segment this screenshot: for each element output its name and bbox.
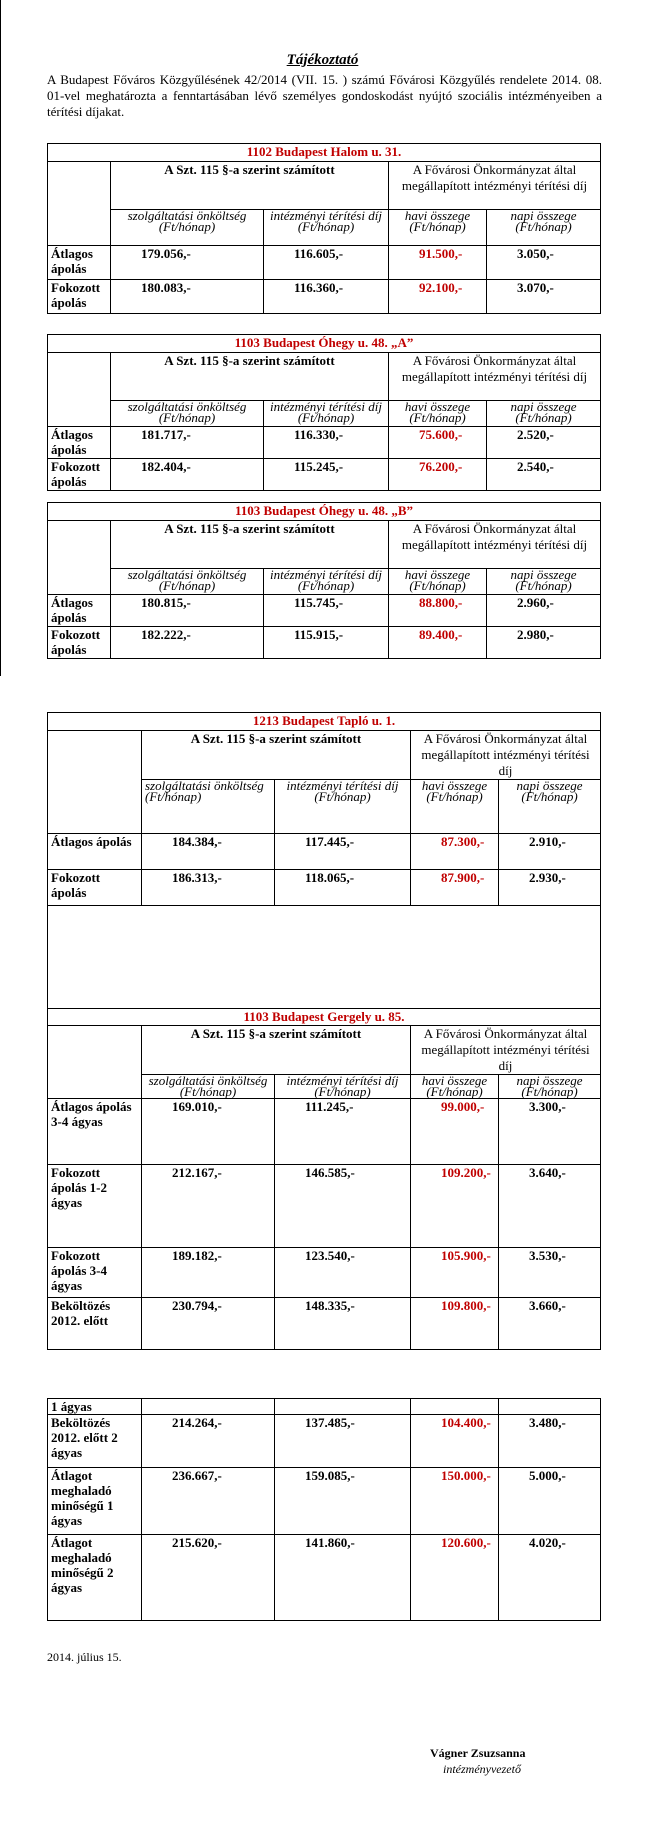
daily-value: 4.020,- <box>499 1535 601 1621</box>
daily-value: 3.050,- <box>487 246 601 280</box>
monthly-value: 150.000,- <box>411 1468 499 1535</box>
fee-value: 116.360,- <box>264 280 389 314</box>
col-monthly-header: havi összege (Ft/hónap) <box>389 210 487 246</box>
daily-value: 3.660,- <box>499 1298 601 1350</box>
col-monthly-header: havi összege (Ft/hónap) <box>411 1075 499 1099</box>
fixed-header: A Fővárosi Önkormányzat által megállapított intézményi térítési díj <box>389 353 601 401</box>
monthly-value: 99.000,- <box>411 1099 499 1165</box>
fee-value: 137.485,- <box>275 1415 411 1468</box>
daily-value: 3.300,- <box>499 1099 601 1165</box>
fee-value: 115.915,- <box>264 627 389 659</box>
fee-value: 117.445,- <box>275 834 411 870</box>
cost-value: 179.056,- <box>111 246 264 280</box>
cost-value: 215.620,- <box>142 1535 275 1621</box>
monthly-value: 92.100,- <box>389 280 487 314</box>
fixed-header: A Fővárosi Önkormányzat által megállapított intézményi térítési díj <box>411 1026 601 1075</box>
table-row <box>48 834 601 870</box>
col-monthly-header: havi összege (Ft/hónap) <box>411 780 499 834</box>
daily-value: 3.070,- <box>487 280 601 314</box>
row-label: Átlagot meghaladó minőségű 1 ágyas <box>48 1468 142 1535</box>
fee-value: 116.605,- <box>264 246 389 280</box>
col-daily-header: napi összege (Ft/hónap) <box>499 1075 601 1099</box>
fee-table-ohegy-a <box>47 334 601 491</box>
fee-value: 116.330,- <box>264 427 389 459</box>
daily-value: 2.980,- <box>487 627 601 659</box>
table-row <box>48 427 601 459</box>
fee-table-halom <box>47 143 601 314</box>
col-fee-header: intézményi térítési díj (Ft/hónap) <box>264 210 389 246</box>
daily-value: 2.520,- <box>487 427 601 459</box>
cost-value: 236.667,- <box>142 1468 275 1535</box>
fee-value: 123.540,- <box>275 1248 411 1298</box>
monthly-value: 109.200,- <box>411 1165 499 1248</box>
cost-value: 182.404,- <box>111 459 264 491</box>
institution-name: 1103 Budapest Gergely u. 85. <box>48 1009 601 1026</box>
col-cost-header: szolgáltatási önköltség (Ft/hónap) <box>142 1075 275 1099</box>
row-label: Fokozott ápolás <box>48 870 142 906</box>
row-label: Beköltözés 2012. előtt <box>48 1298 142 1350</box>
row-label: 1 ágyas <box>48 1399 142 1415</box>
daily-value: 2.930,- <box>499 870 601 906</box>
row-label: Fokozott ápolás 3-4 ágyas <box>48 1248 142 1298</box>
col-monthly-header: havi összege (Ft/hónap) <box>389 569 487 595</box>
monthly-value: 109.800,- <box>411 1298 499 1350</box>
calc-header: A Szt. 115 §-a szerint számított <box>142 1026 411 1075</box>
intro-paragraph: A Budapest Főváros Közgyűlésének 42/2014 (VII. 15. ) számú Fővárosi Közgyűlés rendelete 2014. 08. 01-vel meghatározta a fenntartásában lévő személyes gondoskodást nyújtó szociális intézményeiben a térítési díjakat. <box>47 72 602 119</box>
fixed-header: A Fővárosi Önkormányzat által megállapított intézményi térítési díj <box>389 162 601 210</box>
monthly-value: 105.900,- <box>411 1248 499 1298</box>
document-title: Tájékoztató <box>286 52 359 68</box>
daily-value: 3.640,- <box>499 1165 601 1248</box>
monthly-value: 104.400,- <box>411 1415 499 1468</box>
monthly-value: 87.300,- <box>411 834 499 870</box>
institution-name: 1213 Budapest Tapló u. 1. <box>48 713 601 731</box>
col-monthly-header: havi összege (Ft/hónap) <box>389 401 487 427</box>
row-label: Átlagos ápolás <box>48 834 142 870</box>
calc-header: A Szt. 115 §-a szerint számított <box>111 162 389 210</box>
row-label: Átlagos ápolás <box>48 595 111 627</box>
col-fee-header: intézményi térítési díj (Ft/hónap) <box>275 780 411 834</box>
fee-value: 118.065,- <box>275 870 411 906</box>
table-row <box>48 280 601 314</box>
institution-name: 1103 Budapest Óhegy u. 48. „B” <box>48 503 601 521</box>
cost-value: 214.264,- <box>142 1415 275 1468</box>
row-label: Fokozott ápolás 1-2 ágyas <box>48 1165 142 1248</box>
table-row <box>48 1248 601 1298</box>
monthly-value: 87.900,- <box>411 870 499 906</box>
institution-name: 1102 Budapest Halom u. 31. <box>48 144 601 162</box>
table-row <box>48 595 601 627</box>
daily-value: 2.910,- <box>499 834 601 870</box>
col-cost-header: szolgáltatási önköltség (Ft/hónap) <box>111 210 264 246</box>
table-row <box>48 870 601 906</box>
blank-spacer <box>48 906 601 1009</box>
fixed-header: A Fővárosi Önkormányzat által megállapított intézményi térítési díj <box>411 731 601 780</box>
cost-value: 180.815,- <box>111 595 264 627</box>
table-row <box>48 459 601 491</box>
row-label: Átlagot meghaladó minőségű 2 ágyas <box>48 1535 142 1621</box>
fee-table-ohegy-b <box>47 502 601 659</box>
col-cost-header: szolgáltatási önköltség (Ft/hónap) <box>111 569 264 595</box>
daily-value: 3.480,- <box>499 1415 601 1468</box>
col-daily-header: napi összege (Ft/hónap) <box>487 569 601 595</box>
col-cost-header: szolgáltatási önköltség (Ft/hónap) <box>142 780 275 834</box>
cost-value: 189.182,- <box>142 1248 275 1298</box>
monthly-value: 75.600,- <box>389 427 487 459</box>
calc-header: A Szt. 115 §-a szerint számított <box>142 731 411 780</box>
calc-header: A Szt. 115 §-a szerint számított <box>111 521 389 569</box>
col-daily-header: napi összege (Ft/hónap) <box>499 780 601 834</box>
cost-value: 181.717,- <box>111 427 264 459</box>
calc-header: A Szt. 115 §-a szerint számított <box>111 353 389 401</box>
row-label: Fokozott ápolás <box>48 459 111 491</box>
fee-value: 141.860,- <box>275 1535 411 1621</box>
table-row <box>48 1298 601 1350</box>
daily-value: 3.530,- <box>499 1248 601 1298</box>
cost-value: 184.384,- <box>142 834 275 870</box>
row-label: Átlagos ápolás <box>48 246 111 280</box>
row-label: Fokozott ápolás <box>48 280 111 314</box>
fee-table-continuation <box>47 1398 601 1621</box>
fee-value: 148.335,- <box>275 1298 411 1350</box>
cost-value: 212.167,- <box>142 1165 275 1248</box>
page-left-border <box>0 0 1 676</box>
col-cost-header: szolgáltatási önköltség (Ft/hónap) <box>111 401 264 427</box>
table-row <box>48 1468 601 1535</box>
table-row <box>48 246 601 280</box>
table-row <box>48 1535 601 1621</box>
daily-value: 2.960,- <box>487 595 601 627</box>
cost-value: 182.222,- <box>111 627 264 659</box>
cost-value: 230.794,- <box>142 1298 275 1350</box>
col-daily-header: napi összege (Ft/hónap) <box>487 401 601 427</box>
col-fee-header: intézményi térítési díj (Ft/hónap) <box>275 1075 411 1099</box>
table-row <box>48 627 601 659</box>
monthly-value: 120.600,- <box>411 1535 499 1621</box>
fee-value: 159.085,- <box>275 1468 411 1535</box>
cost-value: 186.313,- <box>142 870 275 906</box>
table-row <box>48 1399 601 1415</box>
signer-role: intézményvezető <box>443 1762 521 1776</box>
table-row <box>48 1165 601 1248</box>
institution-name: 1103 Budapest Óhegy u. 48. „A” <box>48 335 601 353</box>
document-date: 2014. július 15. <box>47 1650 122 1664</box>
col-fee-header: intézményi térítési díj (Ft/hónap) <box>264 569 389 595</box>
monthly-value: 89.400,- <box>389 627 487 659</box>
col-fee-header: intézményi térítési díj (Ft/hónap) <box>264 401 389 427</box>
daily-value: 2.540,- <box>487 459 601 491</box>
col-daily-header: napi összege (Ft/hónap) <box>487 210 601 246</box>
cost-value: 180.083,- <box>111 280 264 314</box>
monthly-value: 88.800,- <box>389 595 487 627</box>
monthly-value: 76.200,- <box>389 459 487 491</box>
row-label: Átlagos ápolás 3-4 ágyas <box>48 1099 142 1165</box>
fee-value: 115.245,- <box>264 459 389 491</box>
table-row <box>48 1415 601 1468</box>
fee-table-taplo <box>47 712 601 1350</box>
row-label: Fokozott ápolás <box>48 627 111 659</box>
daily-value: 5.000,- <box>499 1468 601 1535</box>
row-label: Beköltözés 2012. előtt 2 ágyas <box>48 1415 142 1468</box>
row-label: Átlagos ápolás <box>48 427 111 459</box>
signer-name: Vágner Zsuzsanna <box>430 1746 526 1760</box>
fee-value: 115.745,- <box>264 595 389 627</box>
table-row <box>48 1099 601 1165</box>
cost-value: 169.010,- <box>142 1099 275 1165</box>
monthly-value: 91.500,- <box>389 246 487 280</box>
fee-value: 146.585,- <box>275 1165 411 1248</box>
fee-value: 111.245,- <box>275 1099 411 1165</box>
fixed-header: A Fővárosi Önkormányzat által megállapított intézményi térítési díj <box>389 521 601 569</box>
